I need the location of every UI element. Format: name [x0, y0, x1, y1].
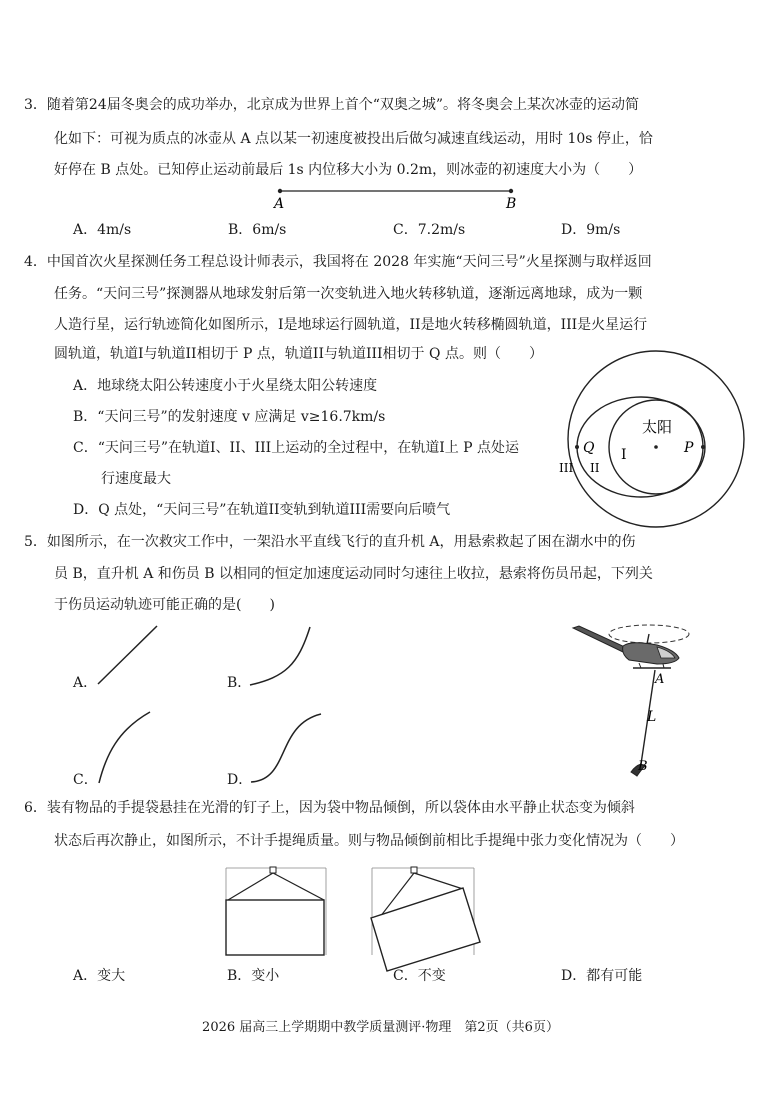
label-l: L [647, 709, 657, 725]
bag2-rope-right [414, 873, 463, 889]
bag1-body [226, 900, 324, 955]
q6-line-2: 状态后再次静止，如图所示，不计手提绳质量。则与物品倾倒前相比手提绳中张力变化情况为（ ） [54, 833, 684, 849]
q4-option-b[interactable]: B．“天问三号”的发射速度 v 应满足 v≥16.7km/s [73, 409, 386, 425]
point-q-label: Q [583, 440, 595, 456]
q4-line-2: 任务。“天问三号”探测器从地球发射后第一次变轨进入地火转移轨道，逐渐远离地球，成为一颗 [54, 286, 643, 302]
bag1-rope-right [273, 873, 324, 900]
q5-helicopter-diagram [565, 614, 695, 784]
q4-line-1: 4．中国首次火星探测任务工程总设计师表示，我国将在 2028 年实施“天问三号”火星探测与取样返回 [24, 254, 652, 270]
page-footer: 2026 届高三上学期期中教学质量测评·物理 第2页（共6页） [202, 1020, 559, 1035]
bag2-body [371, 888, 480, 971]
label-a: A [655, 672, 665, 687]
q4-option-c[interactable]: C．“天问三号”在轨道I、II、III上运动的全过程中，在轨道I上 P 点处运 [73, 440, 520, 456]
q5-option-d[interactable]: D． [227, 772, 253, 788]
trajectory-a-straight [98, 626, 157, 684]
q4-line-4: 圆轨道，轨道I与轨道II相切于 P 点，轨道II与轨道III相切于 Q 点。则（ ） [54, 346, 543, 362]
orbit-3-circle [568, 351, 744, 527]
helicopter-tail [573, 626, 627, 652]
q6-line-1: 6．装有物品的手提袋悬挂在光滑的钉子上，因为袋中物品倾倒，所以袋体由水平静止状态变为倾斜 [24, 800, 635, 816]
orbit-3-label: III [559, 461, 574, 475]
q5-line-2: 员 B，直升机 A 和伤员 B 以相同的恒定加速度运动同时匀速往上收拉，悬索将伤员吊起，下列关 [54, 566, 653, 582]
q4-option-c-cont: 行速度最大 [73, 471, 171, 487]
point-p-dot [701, 445, 705, 449]
bag1-rope-left [228, 873, 273, 900]
point-p-label: P [684, 440, 694, 456]
sun-label: 太阳 [642, 418, 673, 436]
q3-option-a[interactable]: A．4m/s [73, 222, 132, 238]
q3-label-a: A [274, 196, 285, 212]
q3-option-b[interactable]: B．6m/s [228, 222, 287, 238]
q5-line-3: 于伤员运动轨迹可能正确的是( ) [54, 597, 275, 613]
point-q-dot [575, 445, 579, 449]
sun-dot [654, 445, 658, 449]
q6-option-c[interactable]: C．不变 [393, 968, 446, 984]
q3-option-d[interactable]: D．9m/s [561, 222, 621, 238]
q3-line-2: 化如下：可视为质点的冰壶从 A 点以某一初速度被投出后做匀减速直线运动，用时 10s 停止，恰 [54, 131, 653, 147]
q3-line-1: 3．随着第24届冬奥会的成功举办，北京成为世界上首个“双奥之城”。将冬奥会上某次冰壶的运动简 [24, 97, 640, 113]
trajectory-d-s-curve [251, 714, 321, 782]
bag1-nail [270, 867, 276, 873]
q6-option-d[interactable]: D．都有可能 [561, 968, 643, 984]
q6-bag-diagram [0, 858, 761, 968]
trajectory-b-concave-up [250, 627, 310, 685]
q5-line-1: 5．如图所示，在一次救灾工作中，一架沿水平直线飞行的直升机 A，用悬索救起了困在湖水中的伤 [24, 534, 636, 550]
label-b: B [638, 759, 648, 774]
q3-point-b [509, 189, 513, 193]
q6-option-a[interactable]: A．变大 [73, 968, 126, 984]
q5-option-a[interactable]: A． [73, 675, 98, 691]
q4-option-a[interactable]: A．地球绕太阳公转速度小于火星绕太阳公转速度 [73, 378, 378, 394]
skid-strut-1 [639, 663, 641, 668]
q3-point-a [278, 189, 282, 193]
q3-line-3: 好停在 B 点处。已知停止运动前最后 1s 内位移大小为 0.2m，则冰壶的初速度大小为（ ） [54, 162, 643, 178]
orbit-2-label: II [590, 461, 600, 475]
q4-option-d[interactable]: D．Q 点处，“天问三号”在轨道II变轨到轨道III需要向后喷气 [73, 502, 451, 518]
q5-option-c[interactable]: C． [73, 772, 98, 788]
bag2-nail [411, 867, 417, 873]
q4-orbit-diagram [556, 348, 756, 538]
q5-option-b[interactable]: B． [227, 675, 252, 691]
q3-option-c[interactable]: C．7.2m/s [393, 222, 466, 238]
q3-track-diagram [0, 183, 761, 213]
orbit-1-label: I [621, 447, 627, 463]
q6-option-b[interactable]: B．变小 [227, 968, 280, 984]
q3-label-b: B [506, 196, 517, 212]
q4-line-3: 人造行星，运行轨迹简化如图所示，I是地球运行圆轨道，II是地火转移椭圆轨道，III是火星运行 [54, 317, 648, 333]
trajectory-c-concave-down [99, 712, 150, 783]
